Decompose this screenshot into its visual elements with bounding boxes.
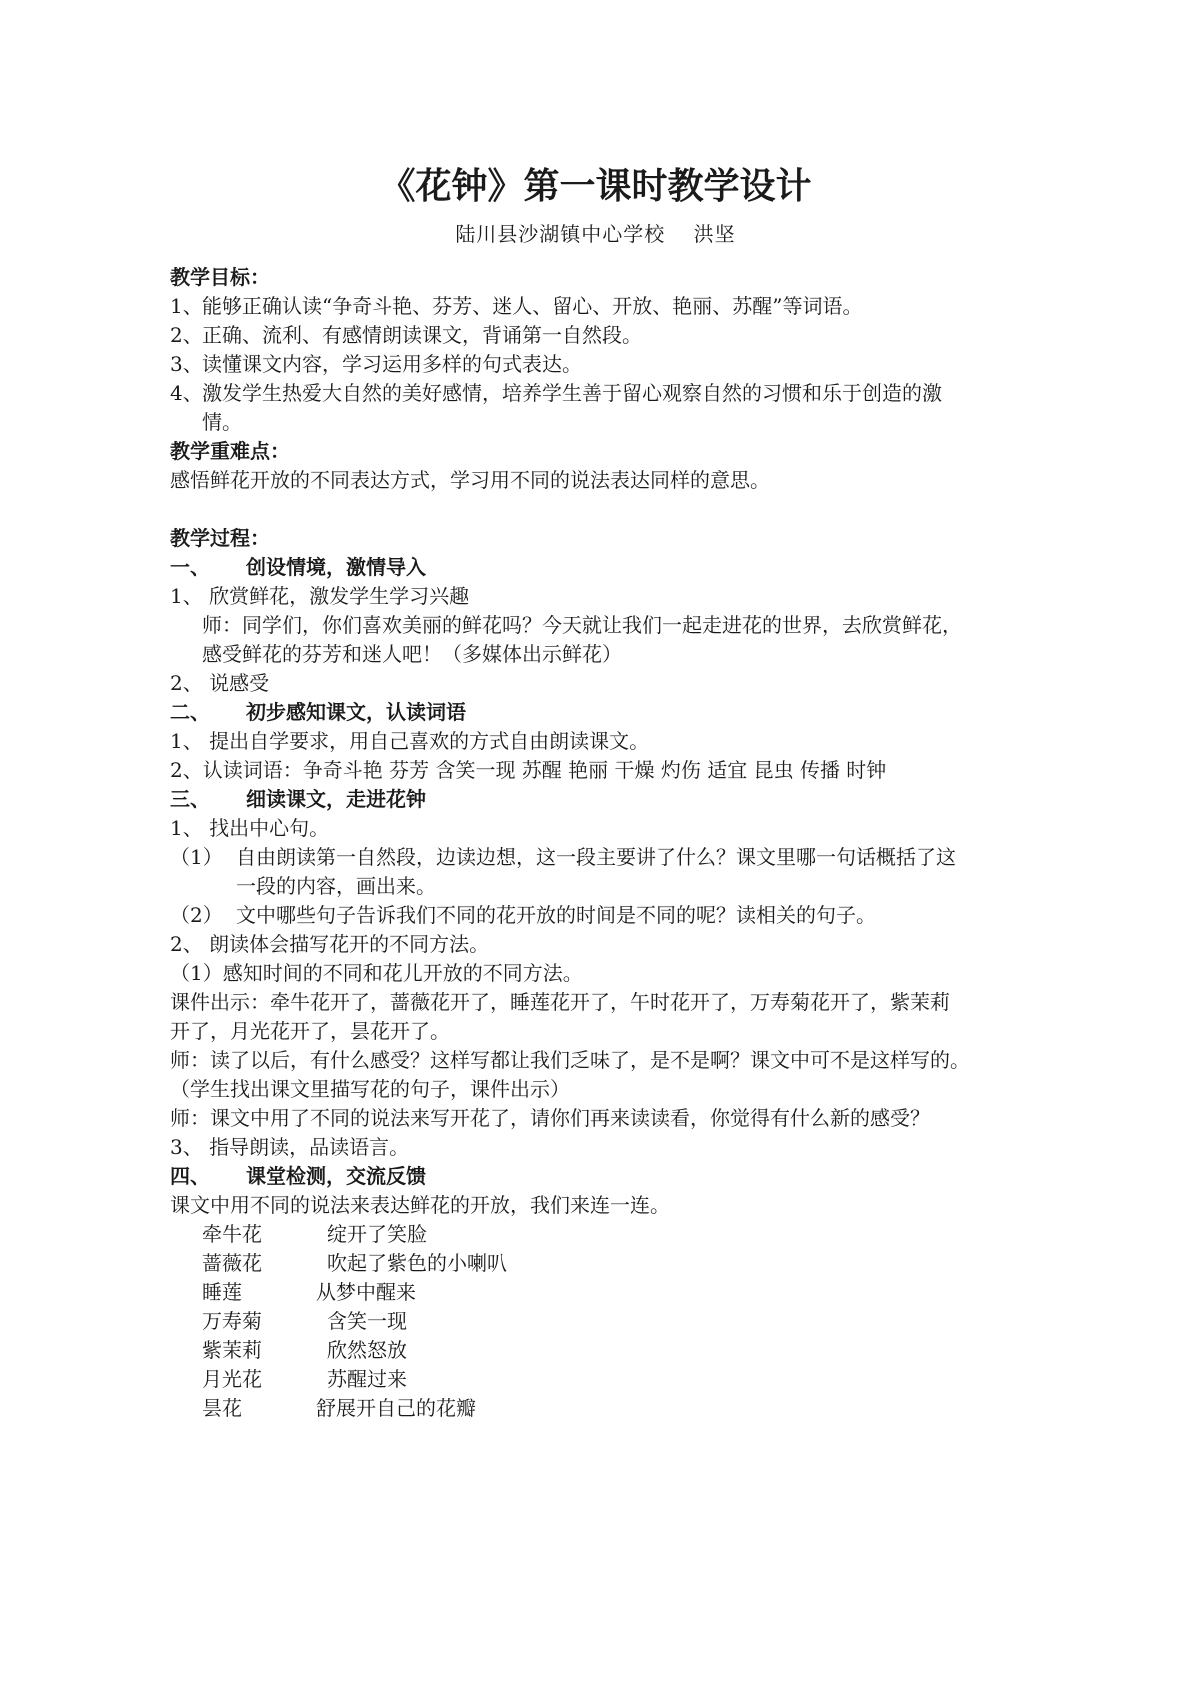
objective-text: 读懂课文内容，学习运用多样的句式表达。	[202, 352, 582, 376]
objective-text: 正确、流利、有感情朗读课文，背诵第一自然段。	[202, 323, 642, 347]
document-title: 《花钟》第一课时教学设计	[379, 166, 812, 207]
section-title: 创设情境，激情导入	[246, 555, 426, 579]
match-phrase: 欣然怒放	[327, 1338, 407, 1362]
objective-item-1	[170, 292, 862, 320]
match-phrase: 舒展开自己的花瓣	[316, 1396, 476, 1420]
section-3-line-9: （学生找出课文里描写花的句子，课件出示）	[170, 1077, 570, 1101]
objective-text: 激发学生热爱大自然的美好感情，培养学生善于留心观察自然的习惯和乐于创造的激	[202, 381, 942, 405]
section-1-line-1: 1、 欣赏鲜花，激发学生学习兴趣	[170, 584, 470, 608]
match-flower: 紫茉莉	[202, 1338, 262, 1362]
section-3-line-4: 2、 朗读体会描写花开的不同方法。	[170, 932, 490, 956]
match-flower: 月光花	[202, 1367, 262, 1391]
section-1-heading	[170, 553, 426, 581]
section-3-heading	[170, 785, 426, 813]
objective-item-4	[170, 379, 942, 407]
section-title: 细读课文，走进花钟	[246, 787, 426, 811]
section-2-heading	[170, 698, 466, 726]
match-flower: 蔷薇花	[202, 1251, 262, 1275]
section-3-line-1: 1、 找出中心句。	[170, 816, 330, 840]
match-flower: 昙花	[202, 1396, 242, 1420]
section-3-line-8: 师：读了以后，有什么感受？这样写都让我们乏味了，是不是啊？课文中可不是这样写的。	[170, 1048, 970, 1072]
section-3-line-7: 开了，月光花开了，昙花开了。	[170, 1019, 450, 1043]
match-phrase: 苏醒过来	[327, 1367, 407, 1391]
match-flower: 万寿菊	[202, 1309, 262, 1333]
key-points-text: 感悟鲜花开放的不同表达方式，学习用不同的说法表达同样的意思。	[170, 468, 770, 492]
key-points-heading: 教学重难点：	[170, 439, 290, 463]
section-3-sub-1-continuation: 一段的内容，画出来。	[236, 874, 436, 898]
section-number: 二、	[170, 700, 210, 724]
match-phrase: 从梦中醒来	[316, 1280, 416, 1304]
objective-item-4-continuation: 情。	[202, 410, 242, 434]
section-title: 课堂检测，交流反馈	[246, 1164, 426, 1188]
section-3-line-5: （1）感知时间的不同和花儿开放的不同方法。	[170, 961, 583, 985]
match-flower: 牵牛花	[202, 1222, 262, 1246]
section-4-intro: 课文中用不同的说法来表达鲜花的开放，我们来连一连。	[170, 1193, 670, 1217]
section-number: 一、	[170, 555, 210, 579]
sub-number: （2）	[170, 903, 223, 927]
objective-item-2	[170, 321, 642, 349]
match-phrase: 含笑一现	[327, 1309, 407, 1333]
section-3-line-11: 3、 指导朗读，品读语言。	[170, 1135, 410, 1159]
section-number: 三、	[170, 787, 210, 811]
objective-number: 4、	[170, 381, 203, 405]
sub-text: 自由朗读第一自然段，边读边想，这一段主要讲了什么？课文里哪一句话概括了这	[236, 845, 956, 869]
section-number: 四、	[170, 1164, 210, 1188]
process-heading: 教学过程：	[170, 526, 270, 550]
section-2-line-2: 2、认读词语：争奇斗艳 芬芳 含笑一现 苏醒 艳丽 干燥 灼伤 适宜 昆虫 传播 时钟	[170, 758, 887, 782]
objective-text: 能够正确认读“争奇斗艳、芬芳、迷人、留心、开放、艳丽、苏醒”等词语。	[202, 294, 863, 318]
section-3-sub-1	[170, 843, 956, 871]
section-1-line-3: 感受鲜花的芬芳和迷人吧！（多媒体出示鲜花）	[202, 642, 622, 666]
section-1-line-2: 师：同学们，你们喜欢美丽的鲜花吗？今天就让我们一起走进花的世界，去欣赏鲜花，	[202, 613, 962, 637]
section-title: 初步感知课文，认读词语	[246, 700, 466, 724]
section-3-line-6: 课件出示：牵牛花开了，蔷薇花开了，睡莲花开了，午时花开了，万寿菊花开了，紫茉莉	[170, 990, 950, 1014]
objective-number: 1、	[170, 294, 203, 318]
sub-number: （1）	[170, 845, 223, 869]
objective-item-3	[170, 350, 582, 378]
section-4-heading	[170, 1162, 426, 1190]
section-2-line-1: 1、 提出自学要求，用自己喜欢的方式自由朗读课文。	[170, 729, 650, 753]
match-phrase: 吹起了紫色的小喇叭	[327, 1251, 507, 1275]
match-phrase: 绽开了笑脸	[327, 1222, 427, 1246]
document-author: 陆川县沙湖镇中心学校 洪坚	[455, 222, 736, 246]
match-flower: 睡莲	[202, 1280, 242, 1304]
objective-number: 2、	[170, 323, 203, 347]
objective-number: 3、	[170, 352, 203, 376]
section-3-sub-2	[170, 901, 876, 929]
objectives-heading: 教学目标：	[170, 265, 270, 289]
sub-text: 文中哪些句子告诉我们不同的花开放的时间是不同的呢？读相关的句子。	[236, 903, 876, 927]
section-1-line-4: 2、 说感受	[170, 671, 270, 695]
section-3-line-10: 师：课文中用了不同的说法来写开花了，请你们再来读读看，你觉得有什么新的感受？	[170, 1106, 930, 1130]
